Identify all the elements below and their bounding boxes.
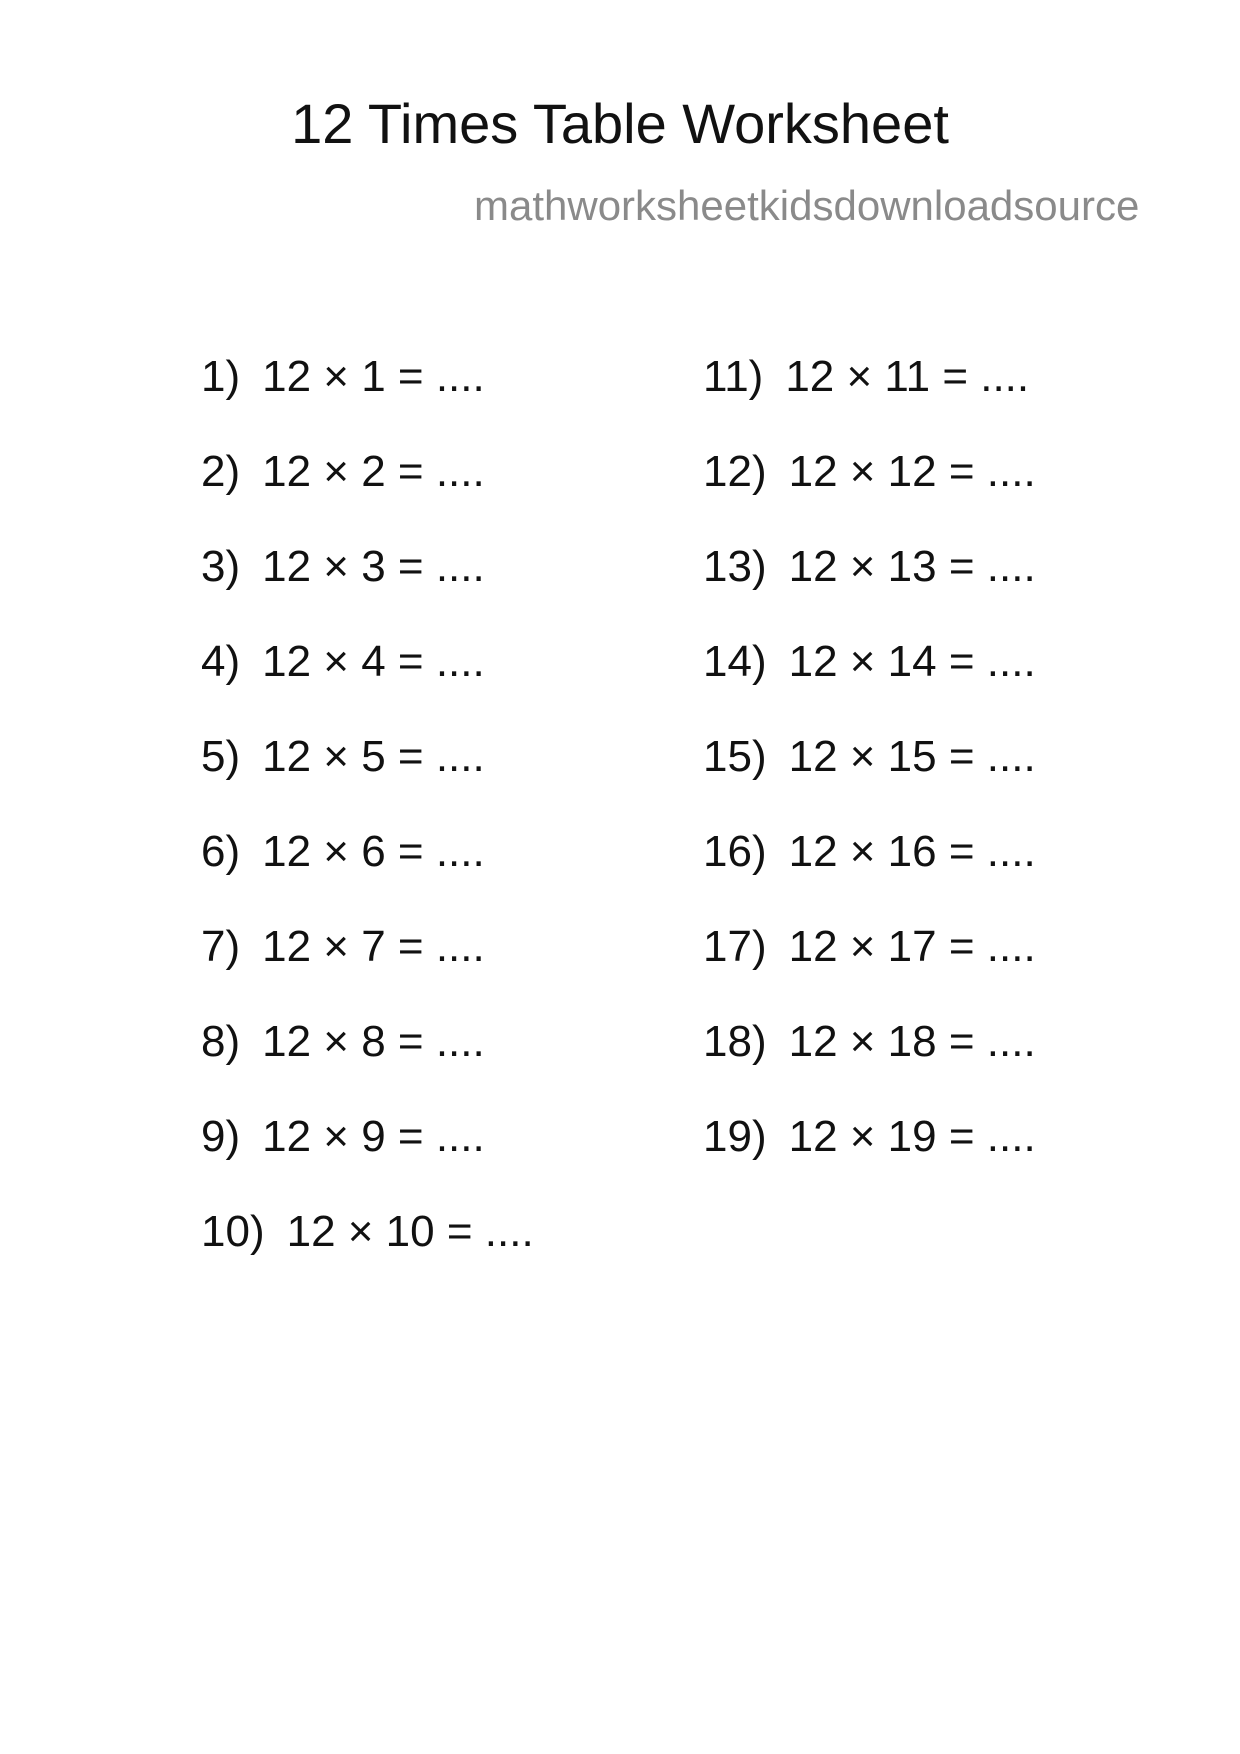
problem-expression: 12 × 16 = ....	[788, 827, 1036, 876]
problem-number: 18)	[703, 1017, 767, 1066]
problem-item	[703, 637, 1036, 686]
problem-item	[201, 637, 485, 686]
problem-expression: 12 × 12 = ....	[788, 447, 1036, 496]
problem-item	[703, 352, 1030, 401]
problem-item	[201, 922, 485, 971]
problem-expression: 12 × 1 = ....	[262, 352, 485, 401]
problem-item	[201, 352, 485, 401]
problem-number: 3)	[201, 542, 241, 591]
problem-number: 11)	[703, 352, 764, 401]
problem-number: 14)	[703, 637, 767, 686]
problem-expression: 12 × 6 = ....	[262, 827, 485, 876]
problem-number: 17)	[703, 922, 767, 971]
problem-expression: 12 × 15 = ....	[788, 732, 1036, 781]
problem-expression: 12 × 17 = ....	[788, 922, 1036, 971]
problem-number: 15)	[703, 732, 767, 781]
problem-number: 19)	[703, 1112, 767, 1161]
problem-number: 12)	[703, 447, 767, 496]
problem-expression: 12 × 10 = ....	[286, 1207, 534, 1256]
problem-item	[703, 542, 1036, 591]
problem-number: 7)	[201, 922, 241, 971]
problem-expression: 12 × 9 = ....	[262, 1112, 485, 1161]
problem-item	[703, 827, 1036, 876]
problem-expression: 12 × 4 = ....	[262, 637, 485, 686]
problem-item	[201, 1017, 485, 1066]
problem-item	[201, 542, 485, 591]
problem-number: 5)	[201, 732, 241, 781]
problem-number: 10)	[201, 1207, 265, 1256]
problem-expression: 12 × 18 = ....	[788, 1017, 1036, 1066]
source-watermark: mathworksheetkidsdownloadsource	[474, 182, 1140, 229]
problem-expression: 12 × 2 = ....	[262, 447, 485, 496]
problem-item	[201, 732, 485, 781]
problem-number: 9)	[201, 1112, 241, 1161]
problem-item	[703, 1112, 1036, 1161]
problem-number: 16)	[703, 827, 767, 876]
problem-item	[703, 447, 1036, 496]
problem-expression: 12 × 7 = ....	[262, 922, 485, 971]
problem-number: 1)	[201, 352, 241, 401]
problem-number: 2)	[201, 447, 241, 496]
problem-item	[201, 1112, 485, 1161]
problem-number: 6)	[201, 827, 241, 876]
problem-item	[201, 447, 485, 496]
problem-number: 13)	[703, 542, 767, 591]
problem-expression: 12 × 5 = ....	[262, 732, 485, 781]
problem-expression: 12 × 3 = ....	[262, 542, 485, 591]
problem-item	[201, 1207, 534, 1256]
problem-item	[201, 827, 485, 876]
problem-number: 8)	[201, 1017, 241, 1066]
problem-number: 4)	[201, 637, 241, 686]
problem-expression: 12 × 14 = ....	[788, 637, 1036, 686]
problem-item	[703, 732, 1036, 781]
problem-expression: 12 × 8 = ....	[262, 1017, 485, 1066]
problem-item	[703, 1017, 1036, 1066]
problem-item	[703, 922, 1036, 971]
worksheet-title: 12 Times Table Worksheet	[291, 92, 949, 155]
problem-expression: 12 × 11 = ....	[785, 352, 1030, 401]
problem-expression: 12 × 13 = ....	[788, 542, 1036, 591]
problem-expression: 12 × 19 = ....	[788, 1112, 1036, 1161]
